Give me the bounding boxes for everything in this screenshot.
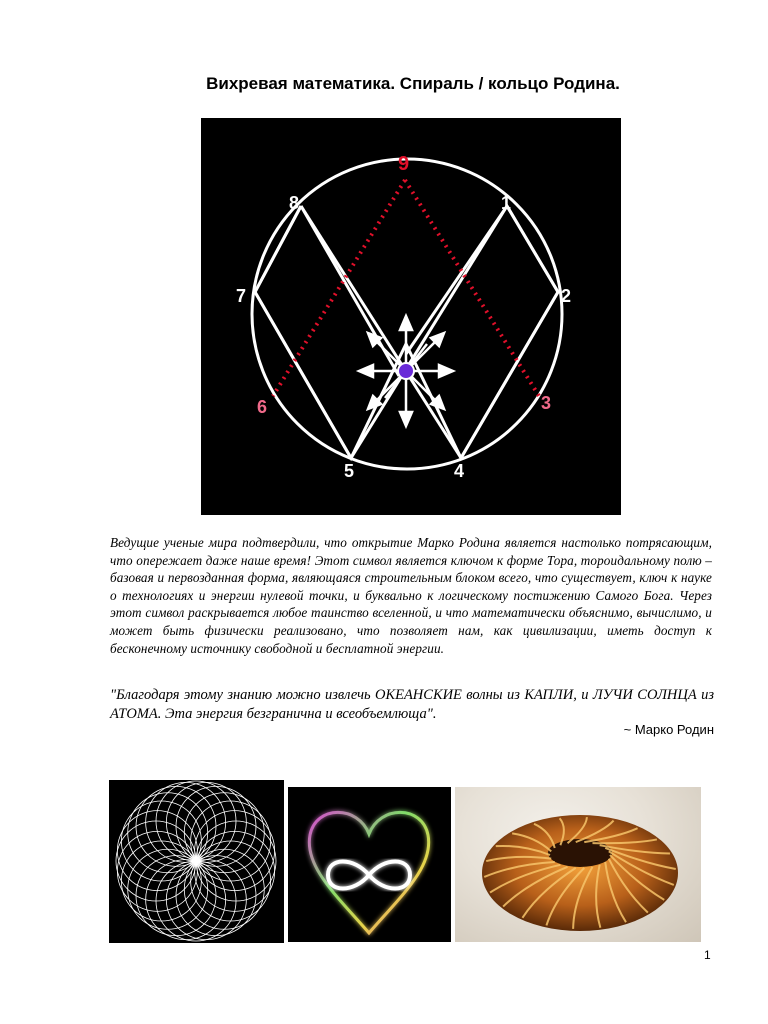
label-8: 8 (289, 193, 300, 213)
label-4: 4 (454, 461, 465, 481)
infinity-heart-image (288, 787, 451, 942)
label-7: 7 (236, 286, 247, 306)
rodin-coil-diagram (201, 118, 621, 515)
quote-attribution: ~ Марко Родин (623, 722, 714, 737)
page-title: Вихревая математика. Спираль / кольцо Родина. (206, 74, 620, 93)
label-6: 6 (257, 397, 268, 417)
torus-circle-pattern-image (109, 780, 284, 943)
label-5: 5 (344, 461, 355, 481)
copper-torus-coil-image (455, 787, 701, 942)
page-number: 1 (704, 948, 711, 962)
label-3: 3 (541, 393, 552, 413)
label-1: 1 (501, 193, 512, 213)
body-paragraph: Ведущие ученые мира подтвердили, что открытие Марко Родина является настолько потрясающим, что опережает даже наше время! Этот символ является ключом к форме Тора, тороидальному полю – базовая и первозданная форма, являющаяся строительным блоком всего, что существует, ключ к науке о технологиях и энергии нулевой точки, и буквально к логическому постижению Самого Бога. Через этот символ раскрывается любое таинство вселенной, и что математически объяснимо, вычислимо, и может быть физически реализовано, что позволяет нам, как цивилизации, иметь доступ к бесконечному источнику свободной и бесплатной энергии. (110, 535, 712, 656)
center-point (398, 363, 414, 379)
label-9: 9 (398, 153, 410, 175)
label-2: 2 (561, 286, 572, 306)
rodin-quote: "Благодаря этому знанию можно извлечь ОКЕАНСКИЕ волны из КАПЛИ, и ЛУЧИ СОЛНЦА из АТОМА. Эта энергия безгранична и всеобъемлюща". (110, 687, 714, 722)
